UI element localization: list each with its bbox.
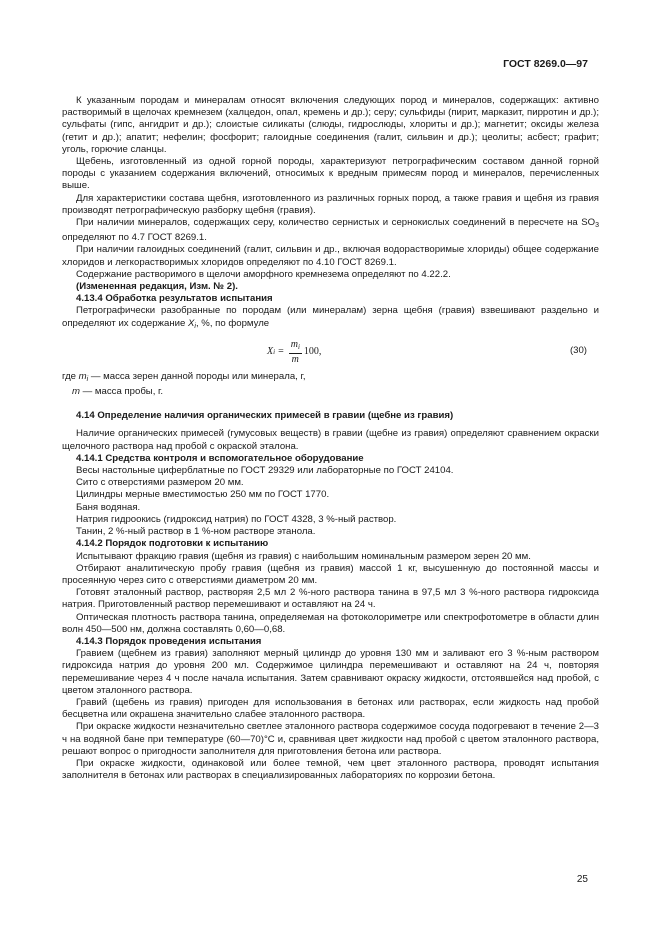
paragraph-so3: При наличии минералов, содержащих серу, количество сернистых и сернокислых соединений в пересчете на $SO_3$ определяют по 4.7 ГОСТ 8269.1. [62,217,599,244]
page-number: 25 [576,874,588,885]
where-line-2: m — масса пробы, г. [72,386,164,398]
equipment-item: Цилиндры мерные вместимостью 250 мм по ГОСТ 1770. [76,489,330,501]
equipment-item: Натрия гидроокись (гидроксид натрия) по ГОСТ 4328, 3 %-ный раствор. [76,513,397,525]
procedure-paragraph: При окраске жидкости незначительно светлее эталонного раствора содержимое сосуда подогревают в течение 2—3 ч на водяной бане при температуре (60—70)°С и, сравнивая цвет жидкости над пробой с цветом эталонного раствора, решают вопрос о пригодности заполнителя для приготовления бетона или раствора. [62,721,599,757]
procedure-paragraph: При окраске жидкости, одинаковой или более темной, чем цвет эталонного раствора, проводят испытания заполнителя в бетонах или растворах в специализированных лабораториях по коррозии бетона. [62,757,599,782]
equipment-item: Весы настольные циферблатные по ГОСТ 29329 или лабораторные по ГОСТ 24104. [76,465,454,477]
document-id: ГОСТ 8269.0—97 [503,58,588,70]
prep-paragraph: Отбирают аналитическую пробу гравия (щебня из гравия) массой 1 кг, высушенную до постоянной массы и просеянную через сито с отверстиями диаметром 20 мм. [62,562,599,586]
paragraph-xi: Петрографически разобранные по породам (или минералам) зерна щебня (гравия) взвешивают раздельно и определяют их содержание $X_i$, %, по формуле [62,305,599,330]
heading-4-14-1: 4.14.1 Средства контроля и вспомогательное оборудование [76,452,364,464]
document-body [62,95,599,782]
heading-4-14-2: 4.14.2 Порядок подготовки к испытанию [76,538,269,550]
paragraph: При наличии галоидных соединений (галит, сильвин и др., включая водорастворимые хлориды) общее содержание хлоридов и легкорастворимых хлоридов определяют по 4.10 ГОСТ 8269.1. [62,244,599,268]
equipment-item: Баня водяная. [76,501,141,513]
heading-4-13-4: 4.13.4 Обработка результатов испытания [76,293,273,305]
equipment-item: Танин, 2 %-ный раствор в 1 %-ном растворе этанола. [76,526,316,538]
prep-paragraph: Испытывают фракцию гравия (щебня из гравия) с наибольшим номинальным размером зерен 20 мм. [76,550,531,562]
paragraph: Щебень, изготовленный из одной горной породы, характеризуют петрографическим составом данной горной породы с указанием содержания включений, относимых к вредным примесям пород и минералов, перечисленных выше. [62,156,599,192]
formula-number: (30) [569,344,587,356]
procedure-paragraph: Гравием (щебнем из гравия) заполняют мерный цилиндр до уровня 130 мм и заливают его 3 %-ным раствором гидроксида натрия до уровня 200 мл. Содержимое цилиндра перемешивают и оставляют на 24 ч, повторяя перемешивание через 4 ч после начала испытания. Затем сравнивают окраску жидкости, отстоявшейся над пробой, с цветом эталонного раствора. [62,648,599,696]
formula-expression: X i = $\frac{m_i}{m}$ 100, [267,338,322,365]
paragraph: Для характеристики состава щебня, изготовленного из различных горных пород, а также гравия и щебня из гравия производят петрографическую разборку щебня (гравия). [62,192,599,216]
equipment-item: Сито с отверстиями размером 20 мм. [76,477,244,489]
amendment-note: (Измененная редакция, Изм. № 2). [76,281,238,293]
paragraph: Наличие органических примесей (гумусовых веществ) в гравии (щебне из гравия) определяют сравнением окраски щелочного раствора над пробой с окраской эталона. [62,428,599,452]
where-line-1: где $m_i$ — масса зерен данной породы или минерала, г, [62,370,306,383]
paragraph: Содержание растворимого в щелочи аморфного кремнезема определяют по 4.22.2. [76,268,451,280]
prep-paragraph: Готовят эталонный раствор, растворяя 2,5 мл 2 %-ного раствора танина в 97,5 мл 3 %-ного раствора гидроксида натрия. Приготовленный раствор перемешивают и оставляют на 24 ч. [62,587,599,611]
procedure-paragraph: Гравий (щебень из гравия) пригоден для использования в бетонах или растворах, если жидкость над пробой бесцветна или окрашена значительно слабее эталонного раствора. [62,696,599,721]
prep-paragraph: Оптическая плотность раствора танина, определяемая на фотоколориметре или спектрофотометре в области длин волн 450—500 нм, должна составлять 0,60—0,68. [62,611,599,635]
heading-4-14: 4.14 Определение наличия органических примесей в гравии (щебне из гравия) [76,410,454,422]
formula-30 [62,337,599,369]
paragraph: К указанным породам и минералам относят включения следующих пород и минералов, содержащих: активно растворимый в щелочах кремнезем (халцедон, опал, кремень и др.); серу; сульфиды (пирит, марказит, пирротин и др.); сульфаты (гипс, ангидрит и др.); слоистые силикаты (слюды, гидрослюды, хлориты и др.); магнетит; оксиды железа (гетит и др.); апатит; нефелин; фосфорит; галоидные соединения (галит, сильвин и др.); цеолиты; асбест; графит; уголь, горючие сланцы. [62,95,599,155]
heading-4-14-3: 4.14.3 Порядок проведения испытания [76,635,262,647]
formula-fraction: $\frac{m_i}{m}$ [290,338,300,365]
